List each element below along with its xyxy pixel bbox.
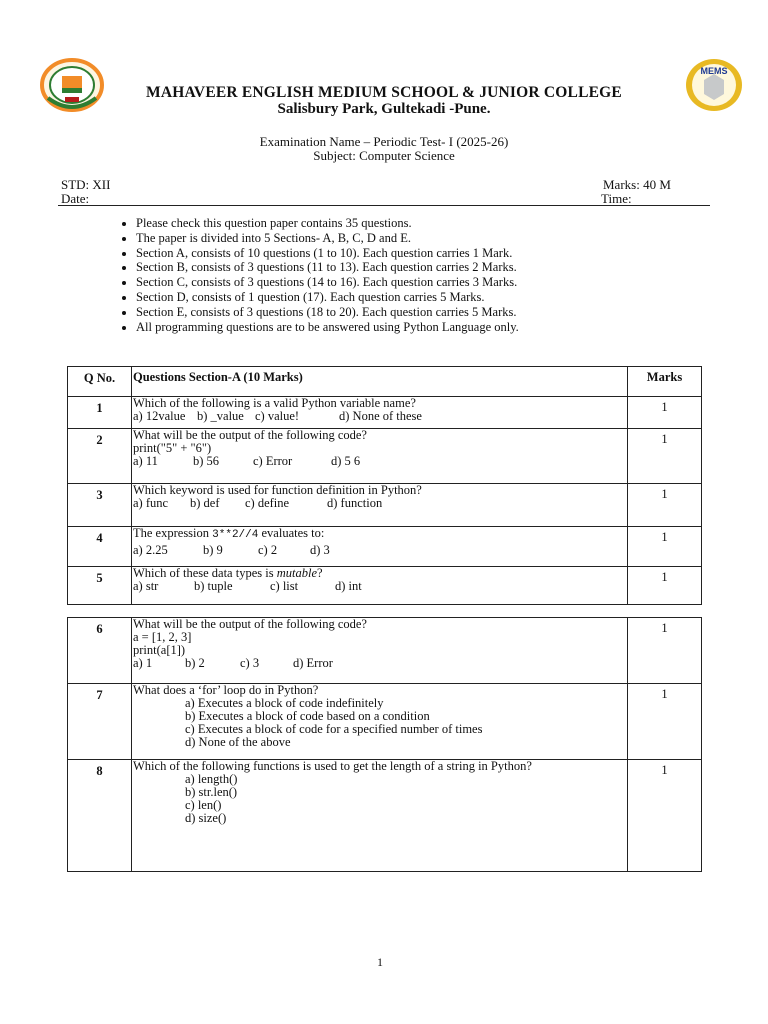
option: b) def (190, 496, 220, 510)
option: c) value! (255, 409, 300, 423)
question-marks: 1 (628, 397, 702, 429)
question-code-line: a = [1, 2, 3] (133, 630, 192, 644)
question-options (133, 497, 627, 510)
date-label: Date: (61, 191, 90, 206)
option: a) 1 (133, 656, 153, 670)
option: b) 9 (203, 543, 223, 557)
option: c) Error (253, 454, 293, 468)
option: a) 11 (133, 454, 158, 468)
question-stem: Which of the following is a valid Python variable name? (133, 396, 416, 410)
question-text (132, 684, 628, 760)
question-text (132, 760, 628, 872)
table-row (68, 567, 702, 605)
questions-table-section-a (67, 366, 702, 605)
emphasis-text: mutable (276, 566, 317, 580)
stem-post: evaluates to: (258, 526, 325, 540)
table-row (68, 484, 702, 527)
qno-header: Q No. (68, 367, 132, 397)
table-row (68, 397, 702, 429)
option: d) function (327, 496, 383, 510)
question-text (132, 484, 628, 527)
question-number: 2 (68, 429, 132, 484)
option: a) 2.25 (133, 543, 168, 557)
python-expression: 3**2//4 (212, 529, 259, 541)
question-options (133, 410, 627, 423)
question-stem: Which of the following functions is used to get the length of a string in Python? (133, 759, 532, 773)
table-row (68, 527, 702, 567)
option: c) len() (185, 798, 222, 812)
table-row (68, 618, 702, 684)
exam-name: Examination Name – Periodic Test- I (2025-26) (259, 134, 509, 149)
option: b) tuple (194, 579, 233, 593)
marks-header: Marks (628, 367, 702, 397)
question-stem (133, 527, 627, 542)
question-marks: 1 (628, 618, 702, 684)
option: d) None of the above (185, 735, 291, 749)
table-row (68, 429, 702, 484)
question-stem: What does a ‘for’ loop do in Python? (133, 683, 319, 697)
instruction-item: • Section D, consists of 1 question (17). Each question carries 5 Marks. (136, 290, 519, 305)
question-number: 3 (68, 484, 132, 527)
question-marks: 1 (628, 684, 702, 760)
question-text (132, 397, 628, 429)
question-stem: What will be the output of the following code? (133, 428, 367, 442)
option: b) 56 (193, 454, 220, 468)
school-address: Salisbury Park, Gultekadi -Pune. (277, 101, 491, 117)
option: c) list (270, 579, 299, 593)
option: d) 5 6 (331, 454, 361, 468)
table-header-row (68, 367, 702, 397)
question-marks: 1 (628, 760, 702, 872)
instruction-item: • The paper is divided into 5 Sections- A, B, C, D and E. (136, 231, 519, 246)
option: b) _value (197, 409, 244, 423)
marks-label: Marks: 40 M (603, 177, 671, 192)
option: b) 2 (185, 656, 205, 670)
question-options (133, 657, 627, 670)
question-number: 7 (68, 684, 132, 760)
option: d) size() (185, 811, 227, 825)
option: a) str (133, 579, 159, 593)
question-number: 6 (68, 618, 132, 684)
stem-pre: The expression (133, 526, 213, 540)
option: b) str.len() (185, 785, 238, 799)
option: c) Executes a block of code for a specified number of times (185, 722, 483, 736)
std-label: STD: XII (61, 177, 111, 192)
page-number: 1 (377, 955, 383, 969)
question-marks: 1 (628, 527, 702, 567)
instruction-item: • Please check this question paper contains 35 questions. (136, 216, 519, 231)
option: b) Executes a block of code based on a condition (185, 709, 430, 723)
instructions-list (112, 216, 519, 334)
question-number: 8 (68, 760, 132, 872)
option: a) 12value (133, 409, 186, 423)
instruction-item: • Section E, consists of 3 questions (18 to 20). Each question carries 5 Marks. (136, 305, 519, 320)
question-marks: 1 (628, 484, 702, 527)
header-divider (58, 205, 710, 206)
question-header: Questions Section-A (10 Marks) (132, 367, 628, 397)
option: a) Executes a block of code indefinitely (185, 696, 384, 710)
option: a) func (133, 496, 169, 510)
option: c) 2 (258, 543, 278, 557)
question-marks: 1 (628, 429, 702, 484)
option: a) length() (185, 772, 238, 786)
mems-logo-text: MEMS (700, 66, 728, 76)
question-code: print("5" + "6") (133, 441, 212, 455)
instruction-item: • Section A, consists of 10 questions (1 to 10). Each question carries 1 Mark. (136, 246, 519, 261)
instruction-item: • Section C, consists of 3 questions (14 to 16). Each question carries 3 Marks. (136, 275, 519, 290)
question-number: 1 (68, 397, 132, 429)
question-text (132, 429, 628, 484)
question-marks: 1 (628, 567, 702, 605)
school-name: MAHAVEER ENGLISH MEDIUM SCHOOL & JUNIOR COLLEGE (146, 84, 622, 101)
option: c) 3 (240, 656, 260, 670)
question-stem: What will be the output of the following code? (133, 617, 367, 631)
instruction-item: • Section B, consists of 3 questions (11 to 13). Each question carries 2 Marks. (136, 260, 519, 275)
stem-pre: Which of these data types is (133, 566, 277, 580)
question-text (132, 567, 628, 605)
question-number: 5 (68, 567, 132, 605)
question-number: 4 (68, 527, 132, 567)
question-stem: Which keyword is used for function definition in Python? (133, 483, 422, 497)
option: d) int (335, 579, 362, 593)
question-options (133, 455, 627, 468)
option: d) None of these (339, 409, 422, 423)
option: c) define (245, 496, 290, 510)
question-text (132, 527, 628, 567)
stem-post: ? (317, 566, 323, 580)
question-code-line: print(a[1]) (133, 643, 186, 657)
question-options (133, 580, 627, 593)
exam-subject: Subject: Computer Science (313, 148, 455, 163)
question-options (133, 544, 627, 557)
option: d) 3 (310, 543, 330, 557)
question-text (132, 618, 628, 684)
table-row (68, 760, 702, 872)
option: d) Error (293, 656, 333, 670)
time-label: Time: (601, 191, 632, 206)
instruction-item: • All programming questions are to be answered using Python Language only. (136, 320, 519, 335)
table-row (68, 684, 702, 760)
questions-table-continued (67, 617, 702, 872)
